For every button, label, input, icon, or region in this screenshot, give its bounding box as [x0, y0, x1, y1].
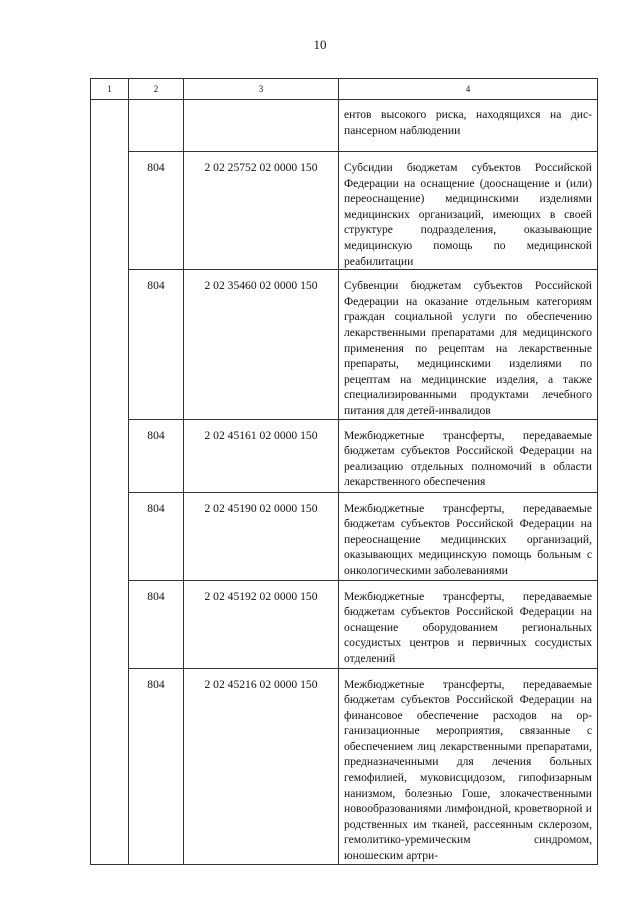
admin-code-cell: 804 — [129, 419, 184, 492]
table-row — [91, 419, 598, 492]
budget-revenue-table — [90, 78, 598, 865]
budget-code-cell: 2 02 45190 02 0000 150 — [184, 492, 339, 580]
description-cell: Межбюджетные трансферты, передаваемые бюджетам субъектов Российской Федерации на реализацию отдельных полномочий в области лекарственного обеспечения — [339, 419, 598, 492]
budget-code-cell: 2 02 25752 02 0000 150 — [184, 152, 339, 270]
column-number-row — [91, 79, 598, 100]
budget-code-cell: 2 02 45216 02 0000 150 — [184, 668, 339, 864]
column-1-cell — [91, 100, 129, 865]
admin-code-cell: 804 — [129, 580, 184, 668]
table-row-continuation — [91, 100, 598, 152]
admin-code-cell: 804 — [129, 152, 184, 270]
budget-code-cell — [184, 100, 339, 152]
description-cell: Межбюджетные трансферты, передаваемые бюджетам субъектов Российской Федерации на переоснащение медицинских организаций, оказывающих медицинскую помощь больным с онкологическими заболеваниями — [339, 492, 598, 580]
table-row — [91, 270, 598, 419]
admin-code-cell: 804 — [129, 270, 184, 419]
admin-code-cell: 804 — [129, 492, 184, 580]
column-number-1: 1 — [91, 79, 129, 100]
description-cell: ентов высокого риска, находящихся на диспансерном наблюдении — [339, 100, 598, 152]
budget-code-cell: 2 02 45161 02 0000 150 — [184, 419, 339, 492]
table-row — [91, 152, 598, 270]
description-cell: Субвенции бюджетам субъектов Российской Федерации на оказание отдельным категориям граждан социальной услуги по обеспечению лекарственными препаратами для медицинского применения по рецептам на лекарственные препараты, медицинскими изделиями по рецептам на медицинские изделия, а также специализированными продуктами лечебного питания для детей-инвалидов — [339, 270, 598, 419]
table-row — [91, 668, 598, 864]
admin-code-cell: 804 — [129, 668, 184, 864]
table-row — [91, 580, 598, 668]
budget-code-cell: 2 02 45192 02 0000 150 — [184, 580, 339, 668]
page-number: 10 — [313, 37, 327, 52]
column-number-2: 2 — [129, 79, 184, 100]
admin-code-cell — [129, 100, 184, 152]
description-cell: Субсидии бюджетам субъектов Российской Федерации на оснащение (дооснащение и (или) переоснащение) медицинскими изделиями медицинских организаций, имеющих в своей структуре подразделения, оказывающие медицинскую помощь по медицинской реабилитации — [339, 152, 598, 270]
column-number-4: 4 — [339, 79, 598, 100]
budget-code-cell: 2 02 35460 02 0000 150 — [184, 270, 339, 419]
column-number-3: 3 — [184, 79, 339, 100]
table-row — [91, 492, 598, 580]
description-cell: Межбюджетные трансферты, передаваемые бюджетам субъектов Российской Федерации на оснащение оборудованием региональных сосудистых центров и первичных сосудистых отделений — [339, 580, 598, 668]
description-cell: Межбюджетные трансферты, передаваемые бюджетам субъектов Российской Федерации на финансовое обеспечение расходов на организационные мероприятия, связанные с обеспечением лиц лекарственными препаратами, предназначенными для лечения больных гемофилией, муковисцидозом, гипофизарным нанизмом, болезнью Гоше, злокачественными новообразованиями лимфоидной, кроветворной и родственных им тканей, рассеянным склерозом, гемолитико-уремическим синдромом, юношеским артри- — [339, 668, 598, 864]
